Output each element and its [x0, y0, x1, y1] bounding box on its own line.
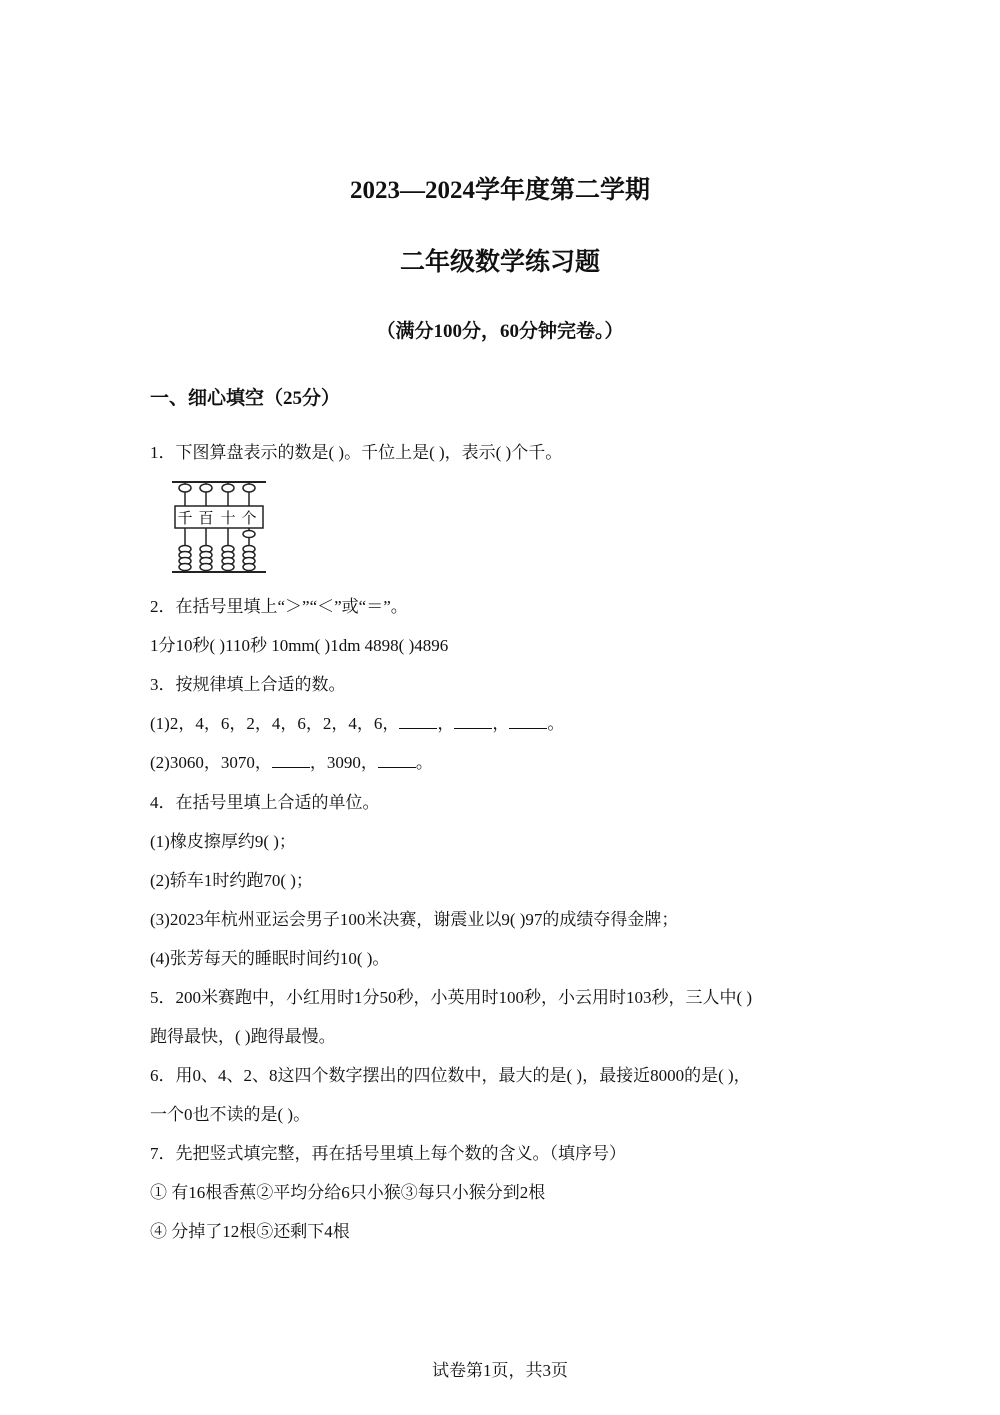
question-7-line-3: ④ 分掉了12根⑤还剩下4根: [150, 1222, 350, 1241]
answer-blank[interactable]: [399, 714, 437, 729]
question-1: 1．下图算盘表示的数是( )。千位上是( )，表示( )个千。: [150, 443, 563, 462]
q3-2-mid: ，3090，: [309, 753, 378, 772]
question-6-line-2: 一个0也不读的是( )。: [150, 1105, 311, 1124]
exam-title-line1: 2023—2024学年度第二学期: [349, 177, 650, 204]
question-2-items: 1分10秒( )110秒 10mm( )1dm 4898( )4896: [150, 636, 449, 655]
page-footer: 试卷第1页，共3页: [432, 1361, 568, 1380]
q3-2-sequence: (2)3060，3070，: [150, 753, 272, 772]
answer-blank[interactable]: [454, 714, 492, 729]
question-3: 3．按规律填上合适的数。: [150, 675, 346, 694]
question-3-part-1: (1)2，4，6，2，4，6，2，4，6， ， ， 。: [150, 714, 565, 733]
question-4-part-3: (3)2023年杭州亚运会男子100米决赛，谢震业以9( )97的成绩夺得金牌；: [150, 910, 679, 929]
question-5-line-1: 5．200米赛跑中，小红用时1分50秒，小英用时100秒，小云用时103秒，三人中( ): [150, 988, 753, 1007]
question-7: 7．先把竖式填完整，再在括号里填上每个数的含义。（填序号）: [150, 1144, 626, 1163]
abacus-figure: [172, 476, 268, 576]
question-4: 4．在括号里填上合适的单位。: [150, 793, 380, 812]
question-5-line-2: 跑得最快，( )跑得最慢。: [150, 1027, 336, 1046]
answer-blank[interactable]: [272, 753, 310, 768]
abacus-label-hundreds: 百: [198, 511, 214, 527]
abacus-label-tens: 十: [220, 511, 236, 527]
abacus-label-thousands: 千: [177, 511, 193, 527]
answer-blank[interactable]: [378, 753, 416, 768]
exam-subtitle: （满分100分，60分钟完卷。）: [376, 321, 624, 342]
exam-title-line2: 二年级数学练习题: [399, 249, 600, 276]
question-4-part-1: (1)橡皮擦厚约9( )；: [150, 832, 296, 851]
question-6-line-1: 6．用0、4、2、8这四个数字摆出的四位数中，最大的是( )，最接近8000的是( )，: [150, 1066, 751, 1085]
question-7-line-2: ① 有16根香蕉②平均分给6只小猴③每只小猴分到2根: [150, 1183, 546, 1202]
section-heading: 一、细心填空（25分）: [150, 388, 341, 409]
q3-1-sequence: (1)2，4，6，2，4，6，2，4，6，: [150, 714, 400, 733]
question-2: 2．在括号里填上“＞”“＜”或“＝”。: [150, 597, 408, 616]
answer-blank[interactable]: [509, 714, 547, 729]
question-4-part-4: (4)张芳每天的睡眠时间约10( )。: [150, 949, 390, 968]
question-4-part-2: (2)轿车1时约跑70( )；: [150, 871, 313, 890]
abacus-label-ones: 个: [241, 511, 257, 527]
question-3-part-2: (2)3060，3070， ，3090， 。: [150, 753, 433, 772]
